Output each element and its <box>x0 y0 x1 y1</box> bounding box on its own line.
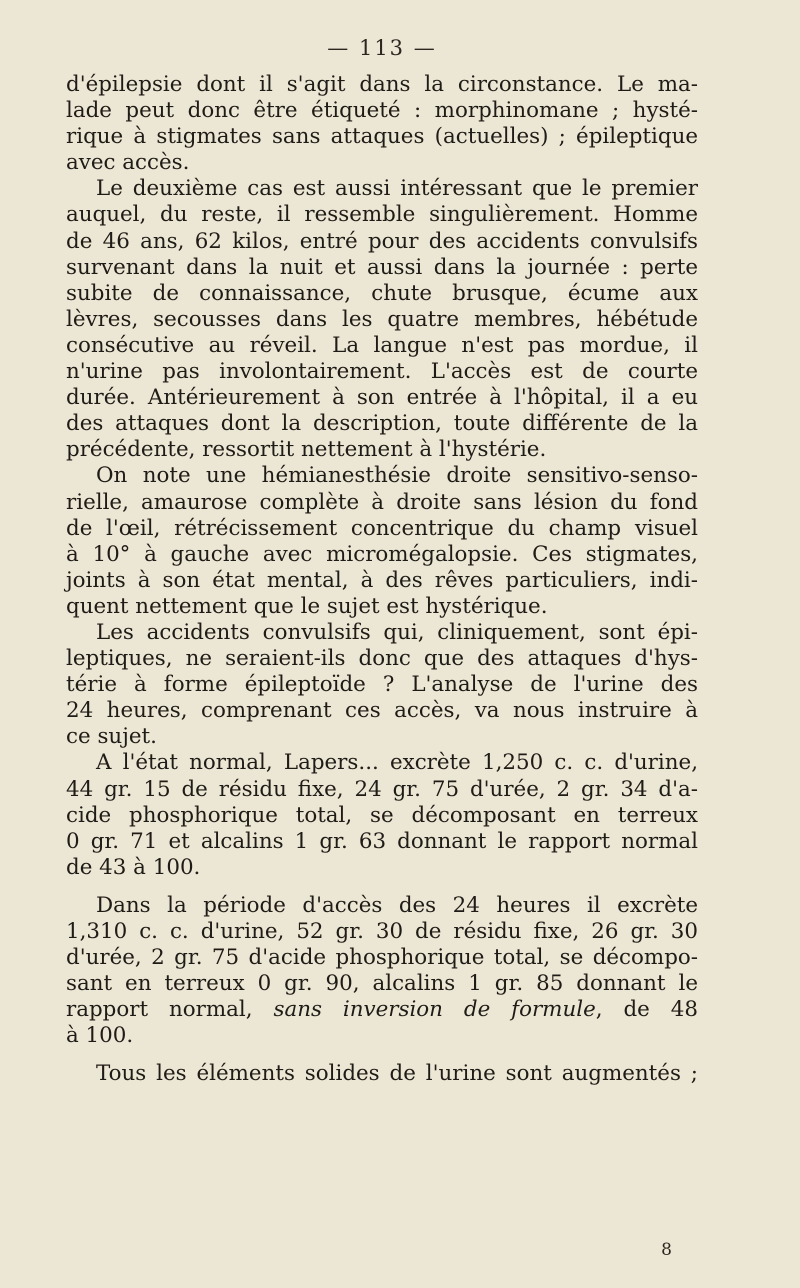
text-line: 24 heures, comprenant ces accès, va nous instruire à <box>66 698 698 724</box>
text-run: rapport normal, <box>66 997 274 1023</box>
paragraph-7 <box>66 1061 698 1087</box>
text-line: ce sujet. <box>66 724 157 750</box>
text-line: cide phosphorique total, se décomposant en terreux <box>66 802 698 828</box>
text-line: Tous les éléments solides de l'urine sont augmentés ; <box>96 1061 698 1087</box>
text-line: précédente, ressortit nettement à l'hystérie. <box>66 437 547 463</box>
text-line: à 10° à gauche avec micromégalopsie. Ces stigmates, <box>66 541 698 567</box>
text-line: 44 gr. 15 de résidu fixe, 24 gr. 75 d'urée, 2 gr. 34 d'a- <box>66 776 698 802</box>
text-line: lèvres, secousses dans les quatre membres, hébétude <box>66 306 698 332</box>
paragraph-2 <box>66 176 698 463</box>
text-line: 0 gr. 71 et alcalins 1 gr. 63 donnant le rapport normal <box>66 828 698 854</box>
text-line: consécutive au réveil. La langue n'est pas mordue, il <box>66 332 698 358</box>
text-line: leptiques, ne seraient-ils donc que des attaques d'hys- <box>66 646 698 672</box>
text-run: , de 48 <box>595 997 698 1023</box>
text-line: On note une hémianesthésie droite sensitivo-senso- <box>96 463 698 489</box>
text-line: rielle, amaurose complète à droite sans lésion du fond <box>66 489 698 515</box>
text-line: d'épilepsie dont il s'agit dans la circonstance. Le ma- <box>66 72 698 97</box>
text-line: Dans la période d'accès des 24 heures il excrète <box>96 892 698 918</box>
text-line: à 100. <box>66 1023 134 1049</box>
text-line: auquel, du reste, il ressemble singulièrement. Homme <box>66 202 698 228</box>
text-line: de 43 à 100. <box>66 854 201 880</box>
text-line: des attaques dont la description, toute différente de la <box>66 411 698 437</box>
text-line: d'urée, 2 gr. 75 d'acide phosphorique total, se décompo- <box>66 945 698 971</box>
italic-phrase: sans inversion de formule <box>273 997 596 1023</box>
paragraph-gap <box>66 881 698 893</box>
text-line: térie à forme épileptoïde ? L'analyse de l'urine des <box>66 672 698 698</box>
text-line: de 46 ans, 62 kilos, entré pour des accidents convulsifs <box>66 228 698 254</box>
text-line: quent nettement que le sujet est hystérique. <box>66 593 548 619</box>
text-line: A l'état normal, Lapers... excrète 1,250 c. c. d'urine, <box>96 750 698 776</box>
paragraph-1 <box>66 72 698 176</box>
paragraph-5 <box>66 750 698 880</box>
text-line: avec accès. <box>66 150 190 176</box>
paragraph-3 <box>66 463 698 620</box>
text-line: durée. Antérieurement à son entrée à l'hôpital, il a eu <box>66 385 698 411</box>
text-line-with-italic <box>66 997 698 1023</box>
text-line: sant en terreux 0 gr. 90, alcalins 1 gr. 85 donnant le <box>66 971 698 997</box>
signature-mark: 8 <box>661 1240 672 1260</box>
text-line: rique à stigmates sans attaques (actuelles) ; épileptique <box>66 124 698 150</box>
text-line: de l'œil, rétrécissement concentrique du champ visuel <box>66 515 698 541</box>
text-line: 1,310 c. c. d'urine, 52 gr. 30 de résidu fixe, 26 gr. 30 <box>66 919 698 944</box>
text-line: lade peut donc être étiqueté : morphinomane ; hysté- <box>66 98 698 124</box>
text-line: Les accidents convulsifs qui, cliniquement, sont épi- <box>96 619 698 645</box>
paragraph-4 <box>66 620 698 750</box>
page-body <box>66 72 698 1088</box>
text-line: survenant dans la nuit et aussi dans la journée : perte <box>66 254 698 280</box>
page-number: — 113 — <box>327 36 437 60</box>
text-line: n'urine pas involontairement. L'accès est de courte <box>66 359 698 385</box>
text-line: joints à son état mental, à des rêves particuliers, indi- <box>66 567 698 593</box>
text-line: subite de connaissance, chute brusque, écume aux <box>66 280 698 306</box>
paragraph-gap <box>66 1049 698 1061</box>
paragraph-6 <box>66 893 698 1050</box>
text-line: Le deuxième cas est aussi intéressant que le premier <box>96 176 698 202</box>
